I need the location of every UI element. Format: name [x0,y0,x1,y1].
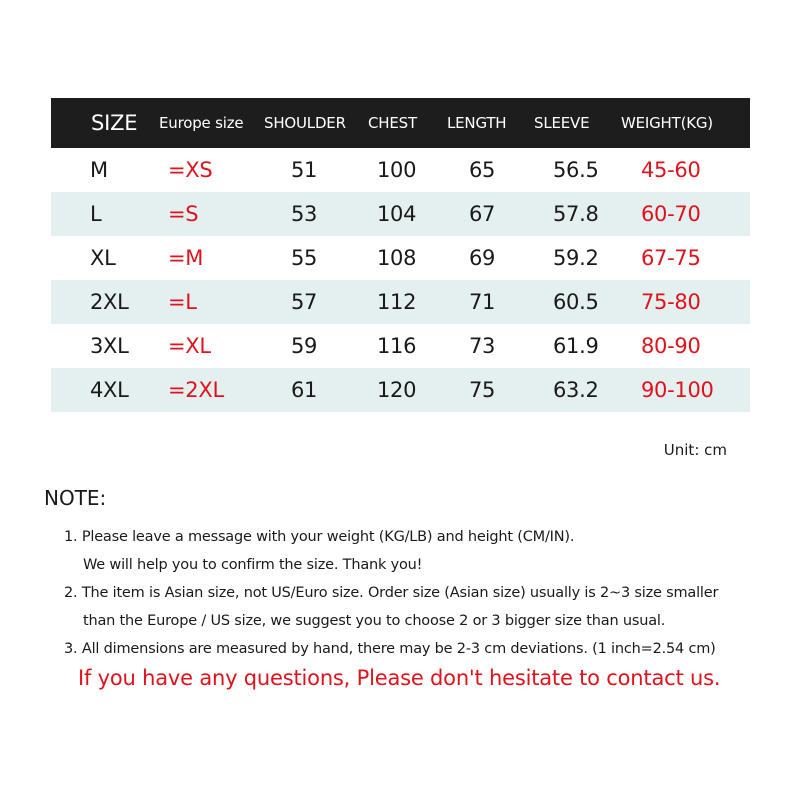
cell-length: 67 [469,202,496,226]
cell-size: M [90,158,108,182]
header-shoulder: SHOULDER [264,114,346,132]
note-line: We will help you to confirm the size. Thank you! [83,557,423,573]
table-row [51,324,750,368]
cell-sleeve: 57.8 [553,202,599,226]
cell-shoulder: 61 [291,378,318,402]
unit-label: Unit: cm [663,441,727,459]
cell-shoulder: 59 [291,334,318,358]
cell-length: 73 [469,334,496,358]
note-title: NOTE: [44,486,107,510]
cell-shoulder: 51 [291,158,318,182]
cell-sleeve: 63.2 [553,378,599,402]
cell-chest: 100 [377,158,417,182]
cell-sleeve: 61.9 [553,334,599,358]
cell-chest: 112 [377,290,417,314]
header-size: SIZE [91,111,138,135]
table-row [51,236,750,280]
header-chest: CHEST [368,114,417,132]
table-row [51,368,750,412]
cell-size: XL [90,246,116,270]
cell-length: 65 [469,158,496,182]
cell-shoulder: 57 [291,290,318,314]
size-chart-table [51,98,750,412]
cell-shoulder: 55 [291,246,318,270]
table-row [51,280,750,324]
note-list [64,523,784,663]
cell-weight: 67-75 [641,246,701,270]
cell-size: L [90,202,102,226]
header-length: LENGTH [447,114,507,132]
cell-europe-size: =S [168,202,199,226]
note-line: than the Europe / US size, we suggest you to choose 2 or 3 bigger size than usual. [83,613,666,629]
cell-weight: 75-80 [641,290,701,314]
contact-message: If you have any questions, Please don't hesitate to contact us. [78,666,721,690]
header-europe-size: Europe size [159,114,244,132]
cell-sleeve: 59.2 [553,246,599,270]
header-sleeve: SLEEVE [534,114,590,132]
cell-chest: 104 [377,202,417,226]
cell-weight: 80-90 [641,334,701,358]
note-line: 1. Please leave a message with your weight (KG/LB) and height (CM/IN). [64,529,575,545]
table-row [51,148,750,192]
cell-weight: 90-100 [641,378,714,402]
cell-size: 2XL [90,290,129,314]
cell-weight: 60-70 [641,202,701,226]
cell-europe-size: =XL [168,334,211,358]
cell-sleeve: 60.5 [553,290,599,314]
cell-length: 69 [469,246,496,270]
cell-size: 4XL [90,378,129,402]
cell-shoulder: 53 [291,202,318,226]
cell-chest: 108 [377,246,417,270]
cell-size: 3XL [90,334,129,358]
table-row [51,192,750,236]
cell-sleeve: 56.5 [553,158,599,182]
cell-chest: 120 [377,378,417,402]
cell-europe-size: =M [168,246,204,270]
note-line: 2. The item is Asian size, not US/Euro size. Order size (Asian size) usually is 2~3 size smaller [64,585,719,601]
cell-chest: 116 [377,334,417,358]
cell-length: 71 [469,290,496,314]
cell-europe-size: =XS [168,158,213,182]
cell-europe-size: =2XL [168,378,224,402]
note-line: 3. All dimensions are measured by hand, there may be 2-3 cm deviations. (1 inch=2.54 cm) [64,641,716,657]
cell-weight: 45-60 [641,158,701,182]
table-header-row [51,98,750,148]
header-weight: WEIGHT(KG) [621,114,713,132]
cell-europe-size: =L [168,290,197,314]
cell-length: 75 [469,378,496,402]
